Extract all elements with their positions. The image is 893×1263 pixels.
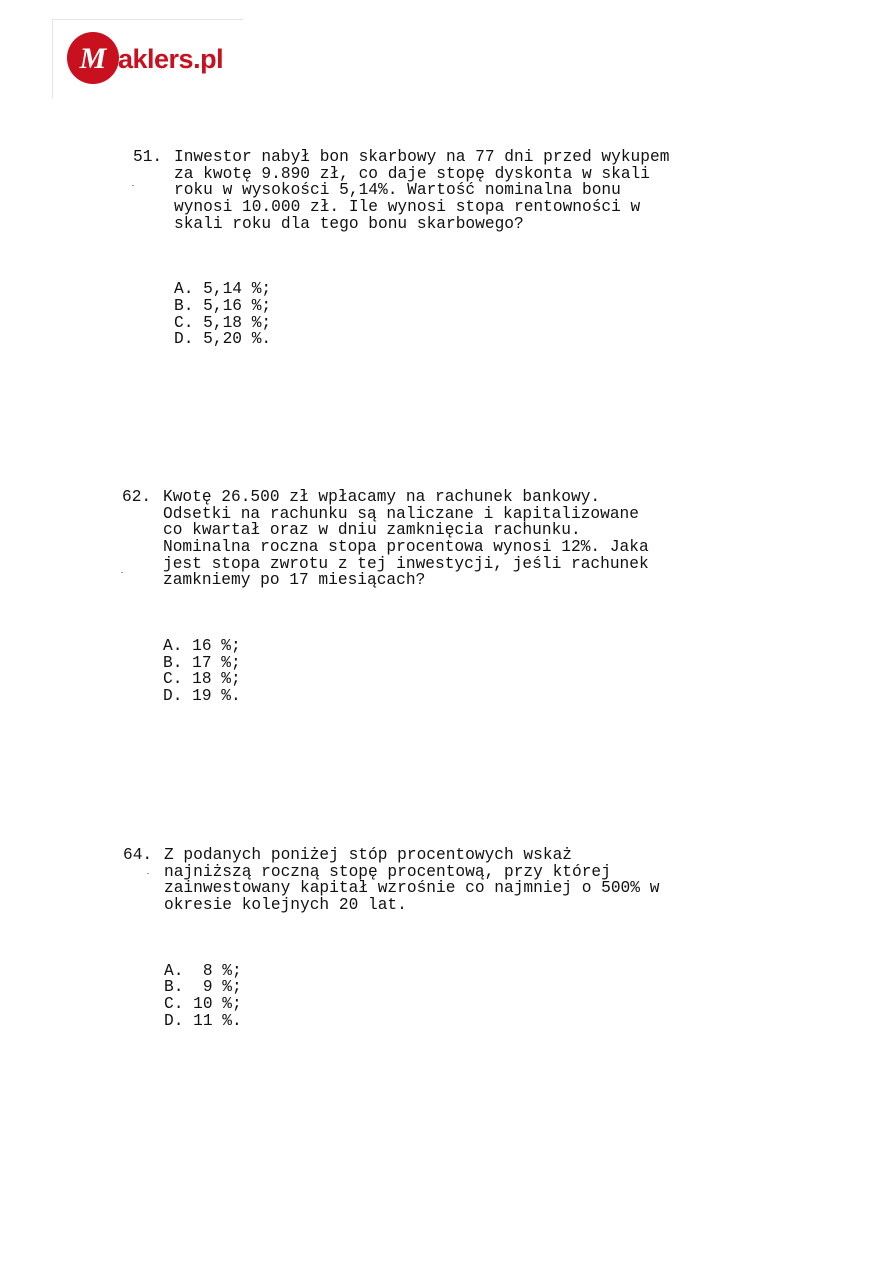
question-62 bbox=[122, 456, 649, 721]
question-line: zamkniemy po 17 miesiącach? bbox=[163, 571, 426, 590]
question-line: wynosi 10.000 zł. Ile wynosi stopa rentowności w bbox=[174, 197, 641, 216]
answer-option-d: D. 19 %. bbox=[163, 686, 241, 705]
question-line: skali roku dla tego bonu skarbowego? bbox=[174, 214, 524, 233]
question-number: 51. bbox=[133, 148, 163, 167]
answer-option-c: C. 5,18 %; bbox=[174, 313, 272, 332]
question-line: Nominalna roczna stopa procentowa wynosi 12%. Jaka bbox=[163, 537, 649, 556]
question-text bbox=[174, 149, 669, 232]
scan-speck bbox=[147, 873, 149, 874]
answer-option-a: A. 8 %; bbox=[164, 961, 242, 980]
answer-list bbox=[174, 281, 669, 347]
scan-speck bbox=[132, 185, 134, 186]
answer-option-d: D. 5,20 %. bbox=[174, 330, 272, 349]
answer-option-b: B. 9 %; bbox=[164, 978, 242, 997]
question-line: zainwestowany kapitał wzrośnie co najmniej o 500% w bbox=[164, 879, 660, 898]
answer-list bbox=[163, 638, 649, 704]
question-text bbox=[163, 489, 649, 589]
question-line: Odsetki na rachunku są naliczane i kapitalizowane bbox=[163, 504, 639, 523]
question-line: najniższą roczną stopę procentową, przy której bbox=[164, 862, 611, 881]
question-64 bbox=[123, 814, 659, 1046]
answer-option-b: B. 17 %; bbox=[163, 653, 241, 672]
answer-list bbox=[164, 963, 659, 1029]
answer-option-a: A. 16 %; bbox=[163, 636, 241, 655]
scan-speck bbox=[121, 572, 123, 573]
answer-option-d: D. 11 %. bbox=[164, 1011, 242, 1030]
question-text bbox=[164, 847, 659, 913]
question-line: Kwotę 26.500 zł wpłacamy na rachunek bankowy. bbox=[163, 488, 601, 507]
question-line: co kwartał oraz w dniu zamknięcia rachunku. bbox=[163, 521, 581, 540]
answer-option-a: A. 5,14 %; bbox=[174, 280, 272, 299]
logo-text: aklers.pl bbox=[118, 44, 224, 74]
question-line: za kwotę 9.890 zł, co daje stopę dyskonta w skali bbox=[174, 164, 650, 183]
question-line: Inwestor nabył bon skarbowy na 77 dni przed wykupem bbox=[174, 148, 670, 167]
question-line: okresie kolejnych 20 lat. bbox=[164, 895, 407, 914]
svg-text:M: M bbox=[79, 42, 107, 75]
question-line: roku w wysokości 5,14%. Wartość nominalna bonu bbox=[174, 181, 621, 200]
question-51 bbox=[133, 116, 669, 364]
maklers-logo-icon bbox=[66, 30, 122, 86]
answer-option-c: C. 18 %; bbox=[163, 670, 241, 689]
answer-option-b: B. 5,16 %; bbox=[174, 296, 272, 315]
question-line: Z podanych poniżej stóp procentowych wskaż bbox=[164, 846, 572, 865]
answer-option-c: C. 10 %; bbox=[164, 994, 242, 1013]
question-line: jest stopa zwrotu z tej inwestycji, jeśli rachunek bbox=[163, 554, 649, 573]
maklers-logo[interactable] bbox=[66, 30, 241, 90]
question-number: 62. bbox=[122, 488, 152, 507]
question-number: 64. bbox=[123, 846, 153, 865]
